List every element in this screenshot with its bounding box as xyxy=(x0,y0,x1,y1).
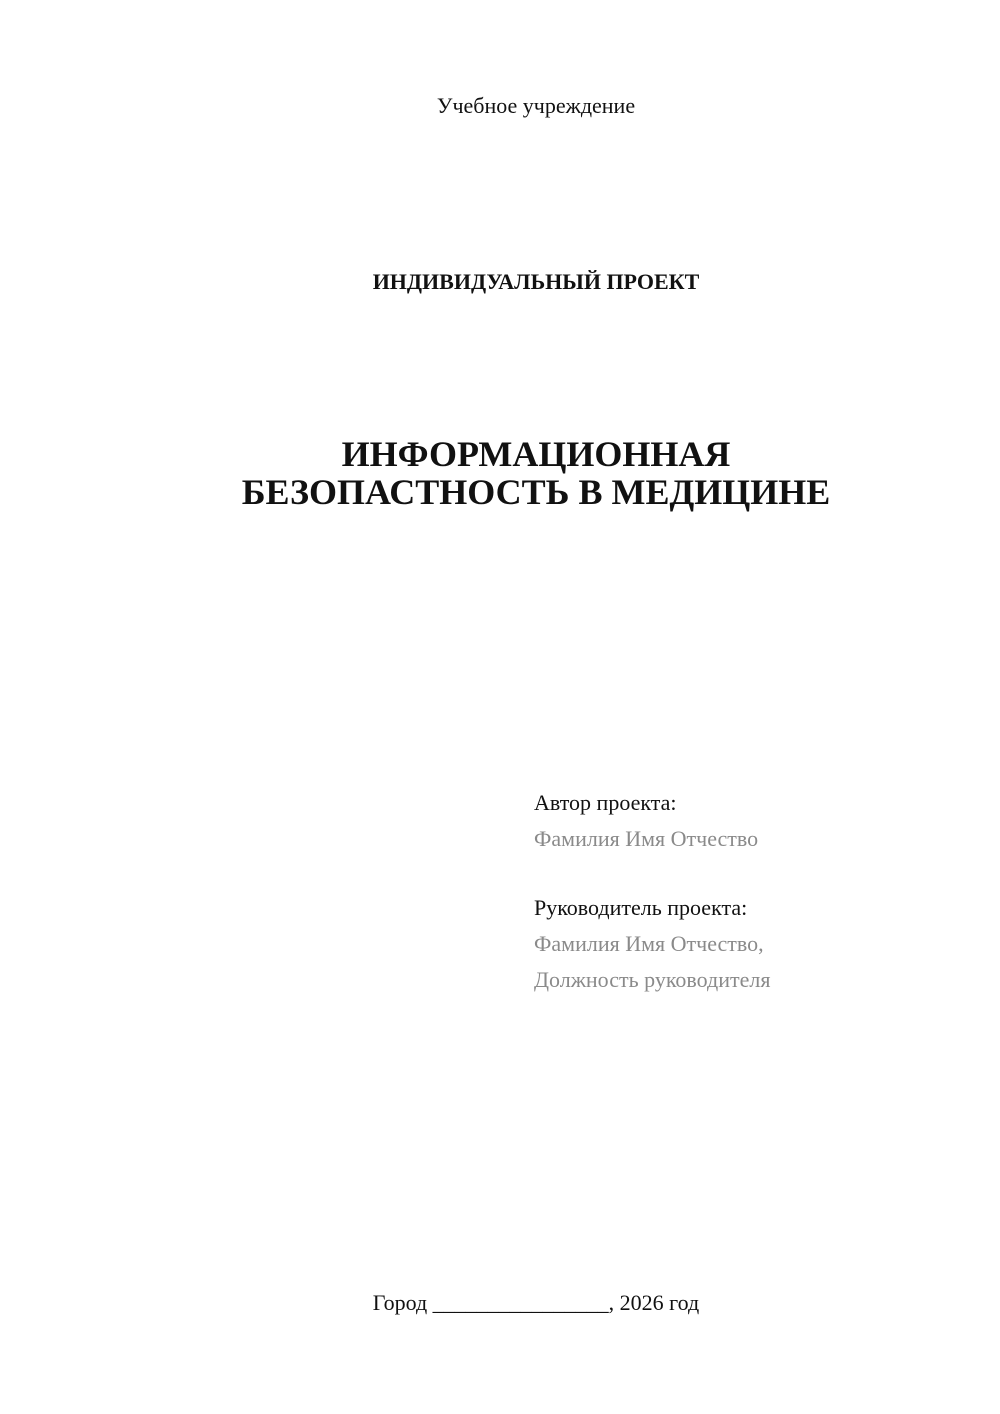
supervisor-position-placeholder: Должность руководителя xyxy=(534,967,771,992)
document-title-line-1: ИНФОРМАЦИОННАЯ xyxy=(341,434,731,474)
institution-name: Учебное учреждение xyxy=(436,93,636,118)
document-title-line-2: БЕЗОПАСТНОСТЬ В МЕДИЦИНЕ xyxy=(241,472,831,512)
document-title xyxy=(0,435,1000,511)
document-type: ИНДИВИДУАЛЬНЫЙ ПРОЕКТ xyxy=(372,269,700,294)
city-year-line: Город ________________, 2026 год xyxy=(372,1290,700,1315)
author-block xyxy=(534,785,974,857)
author-name-placeholder: Фамилия Имя Отчество xyxy=(534,826,759,851)
supervisor-label: Руководитель проекта: xyxy=(534,895,748,920)
supervisor-name-placeholder: Фамилия Имя Отчество, xyxy=(534,931,764,956)
author-label: Автор проекта: xyxy=(534,790,677,815)
supervisor-block xyxy=(534,890,974,998)
